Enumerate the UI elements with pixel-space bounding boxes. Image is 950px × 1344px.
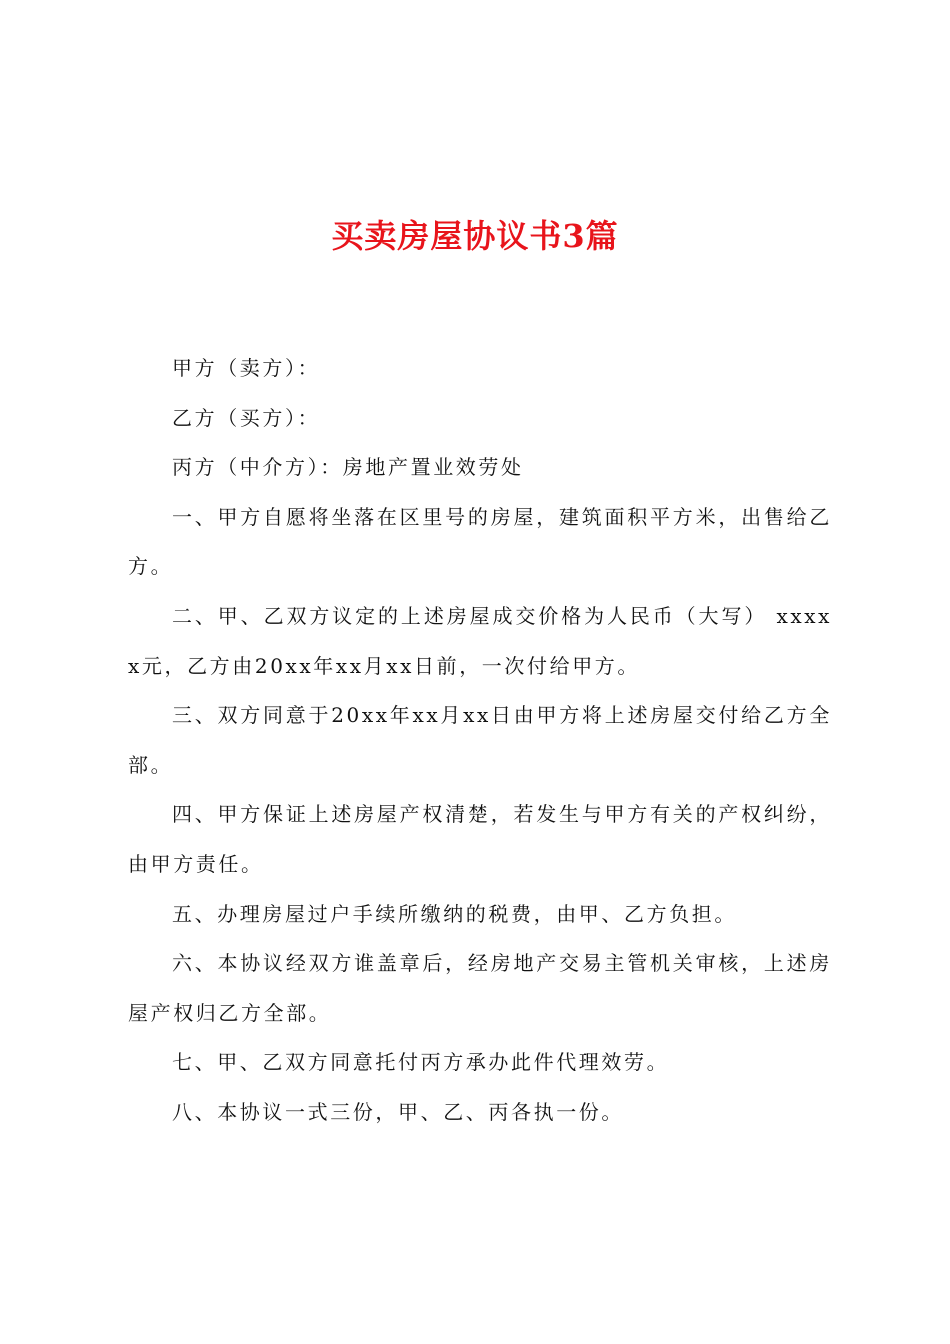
document-body: [128, 344, 832, 1138]
party-b-line: 乙方（买方）：: [172, 405, 321, 430]
clause-2: 二、甲、乙双方议定的上述房屋成交价格为人民币（大写） xxxxx元，乙方由20xx年xx月xx日前，一次付给甲方。: [128, 603, 832, 678]
party-a-line: 甲方（卖方）：: [172, 356, 321, 380]
clause-8: 八、本协议一式三份，甲、乙、丙各执一份。: [172, 1099, 624, 1124]
clause-1: 一、甲方自愿将坐落在区里号的房屋，建筑面积平方米，出售给乙方。: [128, 504, 832, 579]
clause-5: 五、办理房屋过户手续所缴纳的税费，由甲、乙方负担。: [172, 901, 737, 926]
clause-3: 三、双方同意于20xx年xx月xx日由甲方将上述房屋交付给乙方全部。: [128, 703, 832, 777]
party-c-line: 丙方（中介方）：房地产置业效劳处: [172, 455, 524, 480]
clause-4: 四、甲方保证上述房屋产权清楚，若发生与甲方有关的产权纠纷，由甲方责任。: [128, 802, 832, 876]
clause-7: 七、甲、乙双方同意托付丙方承办此件代理效劳。: [172, 1050, 670, 1075]
clause-6: 六、本协议经双方谁盖章后，经房地产交易主管机关审核，上述房屋产权归乙方全部。: [128, 951, 832, 1025]
document-title: 买卖房屋协议书3篇: [331, 217, 619, 255]
